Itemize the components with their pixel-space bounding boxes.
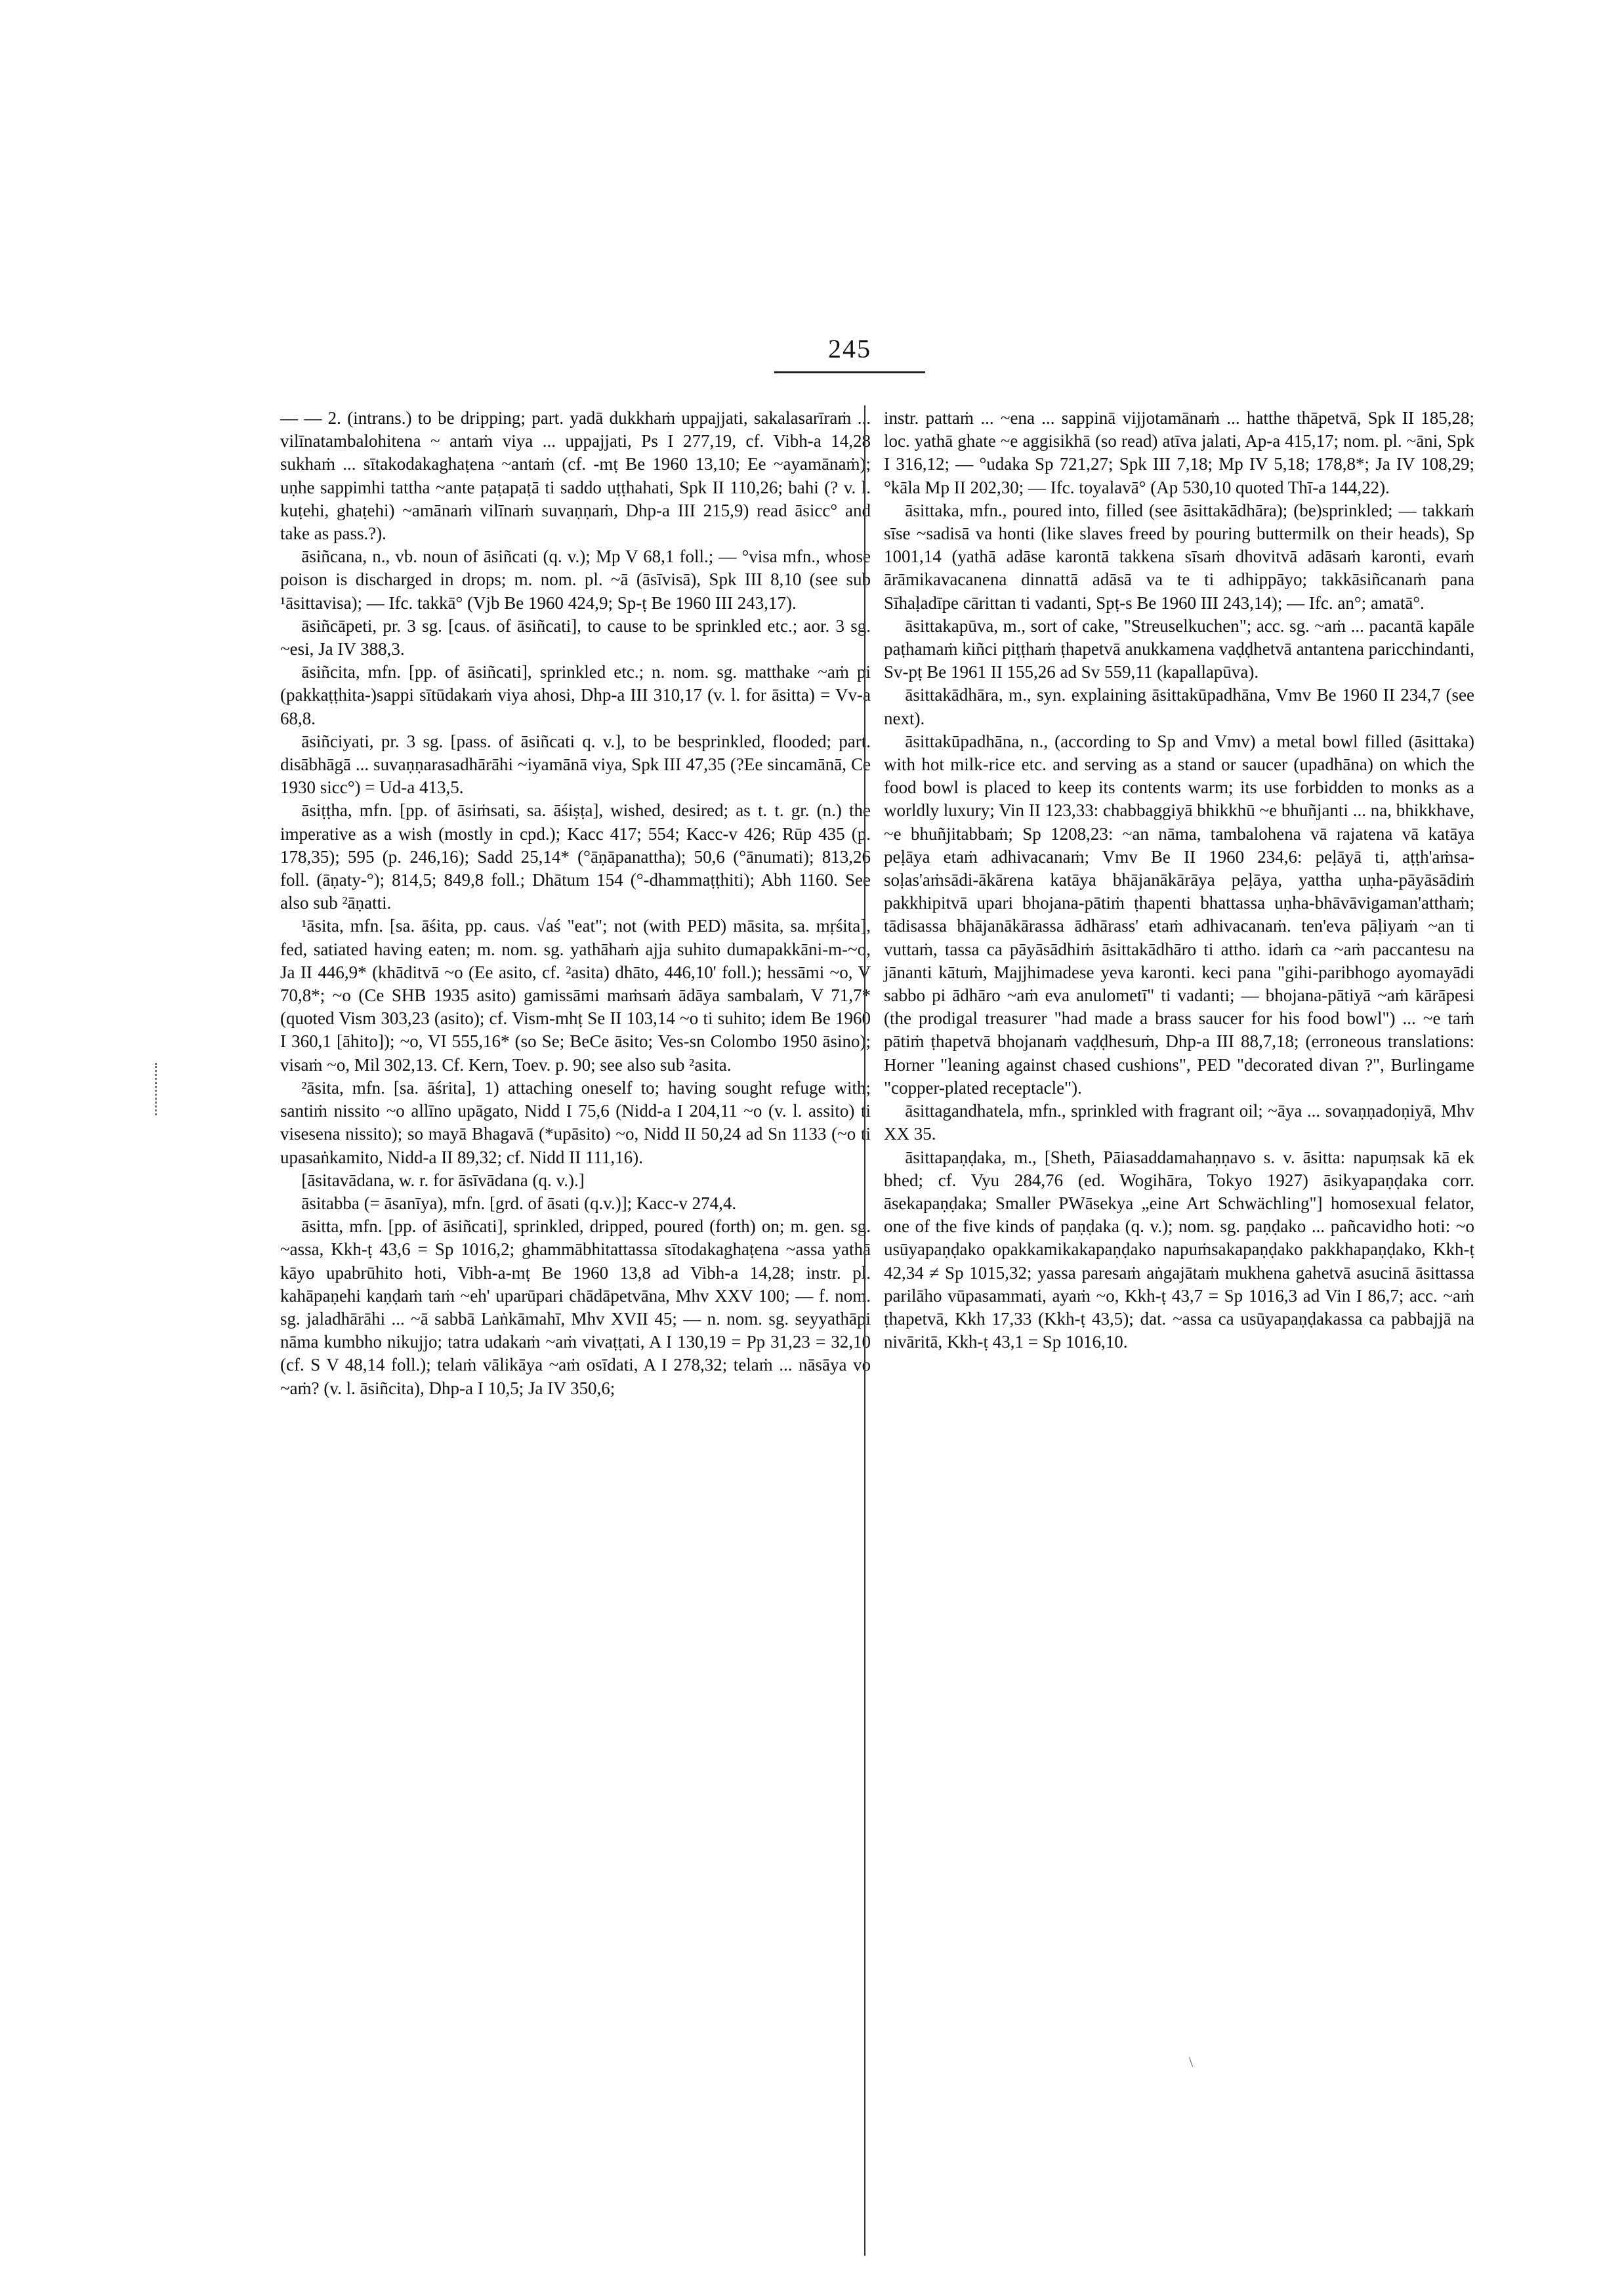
dictionary-entry: āsiñciyati, pr. 3 sg. [pass. of āsiñcati q. v.], to be besprinkled, flooded; part. disābhāgā ... suvaṇṇarasadhārāhi ~iyamānā viya, Spk III 47,35 (?Ee sincamānā, Ce 1930 sicc°) = Ud-a 413,5.	[280, 731, 871, 798]
dictionary-entry: āsittakapūva, m., sort of cake, "Streuselkuchen"; acc. sg. ~aṁ ... pacantā kapāle paṭhamaṁ kiñci piṭṭhaṁ ṭhapetvā anukkamena vaḍḍhetvā antantena paricchindanti, Sv-pṭ Be 1961 II 155,26 ad Sv 559,11 (kapallapūva).	[884, 615, 1474, 682]
dictionary-entry: āsittakādhāra, m., syn. explaining āsittakūpadhāna, Vmv Be 1960 II 234,7 (see next).	[884, 685, 1474, 728]
dictionary-entry: āsittakūpadhāna, n., (according to Sp and Vmv) a metal bowl filled (āsittaka) with hot milk-rice etc. and serving as a stand or saucer (upadhāna) on which the food bowl is placed to keep its contents warm; its use forbidden to monks as a worldly luxury; Vin II 123,33: chabbaggiyā bhikkhū ~e bhuñjanti ... na, bhikkhave, ~e bhuñjitabbaṁ; Sp 1208,23: ~an nāma, tambalohena vā rajatena vā katāya peḷāya etaṁ adhivacanaṁ; Vmv Be II 1960 234,6: peḷāyā ti, aṭṭh'aṁsa-soḷas'aṁsādi-ākārena katāya bhājanākārāya peḷāya, yattha uṇha-pāyāsādiṁ pakkhipitvā upari bhojana-pātiṁ ṭhapenti bhattassa uṇha-bhāvāvigaman'atthaṁ; tādisassa bhājanākārassa ādhārass' etaṁ adhivacanaṁ. ten'eva pāḷiyaṁ ~an ti vuttaṁ, tassa ca pāyāsādhiṁ āsittakādhāro ti attho. idaṁ ca ~aṁ paccantesu na jānanti kātuṁ, Majjhimadese yeva karonti. keci pana "gihi-paribhogo ayomayādi sabbo pi ādhāro ~aṁ eva anulometī" ti vadanti; — bhojana-pātiyā ~aṁ kārāpesi (the prodigal treasurer "had made a brass saucer for his food bowl") ... ~e taṁ pātiṁ ṭhapetvā bhojanaṁ vaḍḍhesuṁ, Dhp-a III 88,7,18; (erroneous translations: Horner "leaning against chased cushions", PED "decorated divan ?", Burlingame "copper-plated receptacle").	[884, 731, 1474, 1098]
page-number-rule	[774, 371, 925, 373]
dictionary-entry: āsiñcita, mfn. [pp. of āsiñcati], sprinkled etc.; n. nom. sg. matthake ~aṁ pi (pakkaṭṭhita-)sappi sītūdakaṁ viya ahosi, Dhp-a III 310,17 (v. l. for āsitta) = Vv-a 68,8.	[280, 662, 871, 728]
dictionary-entry: [āsitavādana, w. r. for āsīvādana (q. v.).]	[301, 1170, 585, 1190]
scan-speck: \	[1189, 2054, 1194, 2070]
dictionary-entry: āsitta, mfn. [pp. of āsiñcati], sprinkled, dripped, poured (forth) on; m. gen. sg. ~assa, Kkh-ṭ 43,6 = Sp 1016,2; ghammābhitattassa sītodakaghaṭena ~assa yathā kāyo upabrūhito hoti, Vibh-a-mṭ Be 1960 13,8 ad Vibh-a 14,28; instr. pl. kahāpaṇehi kaṇḍaṁ taṁ ~eh' uparūpari chādāpetvāna, Mhv XXV 100; — f. nom. sg. jaladhārāhi ... ~ā sabbā Laṅkāmahī, Mhv XVII 45; — n. nom. sg. seyyathāpi nāma kumbho nikujjo; tatra udakaṁ ~aṁ vivaṭṭati, A I 130,19 = Pp 31,23 = 32,10 (cf. S V 48,14 foll.); telaṁ vālikāya ~aṁ osīdati, A I 278,32; telaṁ ... nāsāya vo ~aṁ? (v. l. āsiñcita), Dhp-a I 10,5; Ja IV 350,6;	[280, 1216, 871, 1398]
dictionary-entry: āsitabba (= āsanīya), mfn. [grd. of āsati (q.v.)]; Kacc-v 274,4.	[301, 1193, 737, 1213]
right-column	[884, 407, 1474, 1354]
dictionary-entry: — — 2. (intrans.) to be dripping; part. yadā dukkhaṁ uppajjati, sakalasarīraṁ ... vilīnatambalohitena ~ antaṁ viya ... uppajjati, Ps I 277,19, cf. Vibh-a 14,28 sukhaṁ ... sītakodakaghaṭena ~antaṁ (cf. -mṭ Be 1960 13,10; Ee ~ayamānaṁ); uṇhe sappimhi tattha ~ante paṭapaṭā ti saddo uṭṭhahati, Spk II 110,26; bahi (? v. l. kuṭehi, ghaṭehi) ~amānaṁ vilīnaṁ suvaṇṇaṁ, Dhp-a III 215,9) read āsicc° and take as pass.?).	[280, 408, 871, 544]
dictionary-entry: āsiñcāpeti, pr. 3 sg. [caus. of āsiñcati], to cause to be sprinkled etc.; aor. 3 sg. ~esi, Ja IV 388,3.	[280, 615, 871, 659]
dictionary-entry: instr. pattaṁ ... ~ena ... sappinā vijjotamānaṁ ... hatthe thāpetvā, Spk II 185,28; loc. yathā ghate ~e aggisikhā (so read) atīva jalati, Ap-a 415,17; nom. pl. ~āni, Spk I 316,12; — °udaka Sp 721,27; Spk III 7,18; Mp IV 5,18; 178,8*; Ja IV 108,29; °kāla Mp II 202,30; — Ifc. toyalavā° (Ap 530,10 quoted Thī-a 144,22).	[884, 408, 1474, 497]
dictionary-entry: āsiñcana, n., vb. noun of āsiñcati (q. v.); Mp V 68,1 foll.; — °visa mfn., whose poison is discharged in drops; m. nom. pl. ~ā (āsīvisā), Spk III 8,10 (see sub ¹āsittavisa); — Ifc. takkā° (Vjb Be 1960 424,9; Sp-ṭ Be 1960 III 243,17).	[280, 547, 871, 613]
left-column	[280, 407, 871, 1400]
page-number: 245	[828, 334, 871, 363]
dictionary-entry: ¹āsita, mfn. [sa. āśita, pp. caus. √aś "eat"; not (with PED) māsita, sa. mṛśita], fed, satiated having eaten; m. nom. sg. yathāhaṁ ajja suhito dumapakkāni-m-~o, Ja II 446,9* (khāditvā ~o (Ee asito, cf. ²asita) dhāto, 446,10' foll.); hessāmi ~o, V 70,8*; ~o (Ce SHB 1935 asito) gamissāmi maṁsaṁ ādāya sambalaṁ, V 71,7* (quoted Vism 303,23 (asito); cf. Vism-mhṭ Se II 103,14 ~o ti suhito; idem Be 1960 I 360,1 [āhito]); ~o, VI 555,16* (so Se; BeCe āsito; Ves-sn Colombo 1950 āsino); visaṁ ~o, Mil 302,13. Cf. Kern, Toev. p. 90; see also sub ²asita.	[280, 916, 871, 1075]
dictionary-entry: āsittaka, mfn., poured into, filled (see āsittakādhāra); (be)sprinkled; — takkaṁ sīse ~sadisā va honti (like slaves freed by pouring buttermilk on their heads), Sp 1001,14 (yathā adāse karontā takkena sīsaṁ dhovitvā adāsaṁ karonti, evaṁ ārāmikavacanena dinnattā adāsā va te ti adhippāyo; takkāsiñcanaṁ pana Sīhaḷadīpe cārittan ti vadanti, Spṭ-s Be 1960 III 243,14); — Ifc. an°; amatā°.	[884, 500, 1474, 613]
dictionary-entry: āsiṭṭha, mfn. [pp. of āsiṁsati, sa. āśiṣṭa], wished, desired; as t. t. gr. (n.) the imperative as a wish (mostly in cpd.); Kacc 417; 554; Kacc-v 426; Rūp 435 (p. 178,35); 595 (p. 246,16); Sadd 25,14* (°āṇāpanattha); 50,6 (°ānumati); 813,26 foll. (āṇaty-°); 814,5; 849,8 foll.; Dhātum 154 (°-dhammaṭṭhiti); Abh 1160. See also sub ²āṇatti.	[280, 800, 871, 913]
column-divider	[864, 405, 865, 2256]
dictionary-entry: āsittagandhatela, mfn., sprinkled with fragrant oil; ~āya ... sovaṇṇadoṇiyā, Mhv XX 35.	[884, 1101, 1474, 1144]
margin-mark	[155, 1063, 159, 1115]
dictionary-entry: āsittapaṇḍaka, m., [Sheth, Pāiasaddamahaṇṇavo s. v. āsitta: napuṃsak kā ek bhed; cf. Vyu 284,76 (ed. Wogihāra, Tokyo 1927) āsikyapaṇḍaka corr. āsekapaṇḍaka; Smaller PWāsekya „eine Art Schwächling"] homosexual felator, one of the five kinds of paṇḍaka (q. v.); nom. sg. paṇḍako ... pañcavidho hoti: ~o usūyapaṇḍako opakkamikakapaṇḍako napuṁsakapaṇḍako pakkhapaṇḍako, Kkh-ṭ 42,34 ≠ Sp 1015,32; yassa paresaṁ aṅgajātaṁ mukhena gahetvā asucinā āsittassa parilāho vūpasammati, ayaṁ ~o, Kkh-ṭ 43,7 = Sp 1016,3 ad Vin I 86,7; acc. ~aṁ ṭhapetvā, Kkh 17,33 (Kkh-ṭ 43,5); dat. ~assa ca usūyapaṇḍakassa ca pabbajjā na nivāritā, Kkh-ṭ 43,1 = Sp 1016,10.	[884, 1147, 1474, 1352]
dictionary-entry: ²āsita, mfn. [sa. āśrita], 1) attaching oneself to; having sought refuge with; santiṁ nissito ~o allīno upāgato, Nidd I 75,6 (Nidd-a I 204,11 ~o (v. l. assito) ti visesena nissito); so mayā Bhagavā (*upāsito) ~o, Nidd II 50,24 ad Sn 1133 (~o ti upasaṅkamito, Nidd-a II 89,32; cf. Nidd II 111,16).	[280, 1077, 871, 1167]
